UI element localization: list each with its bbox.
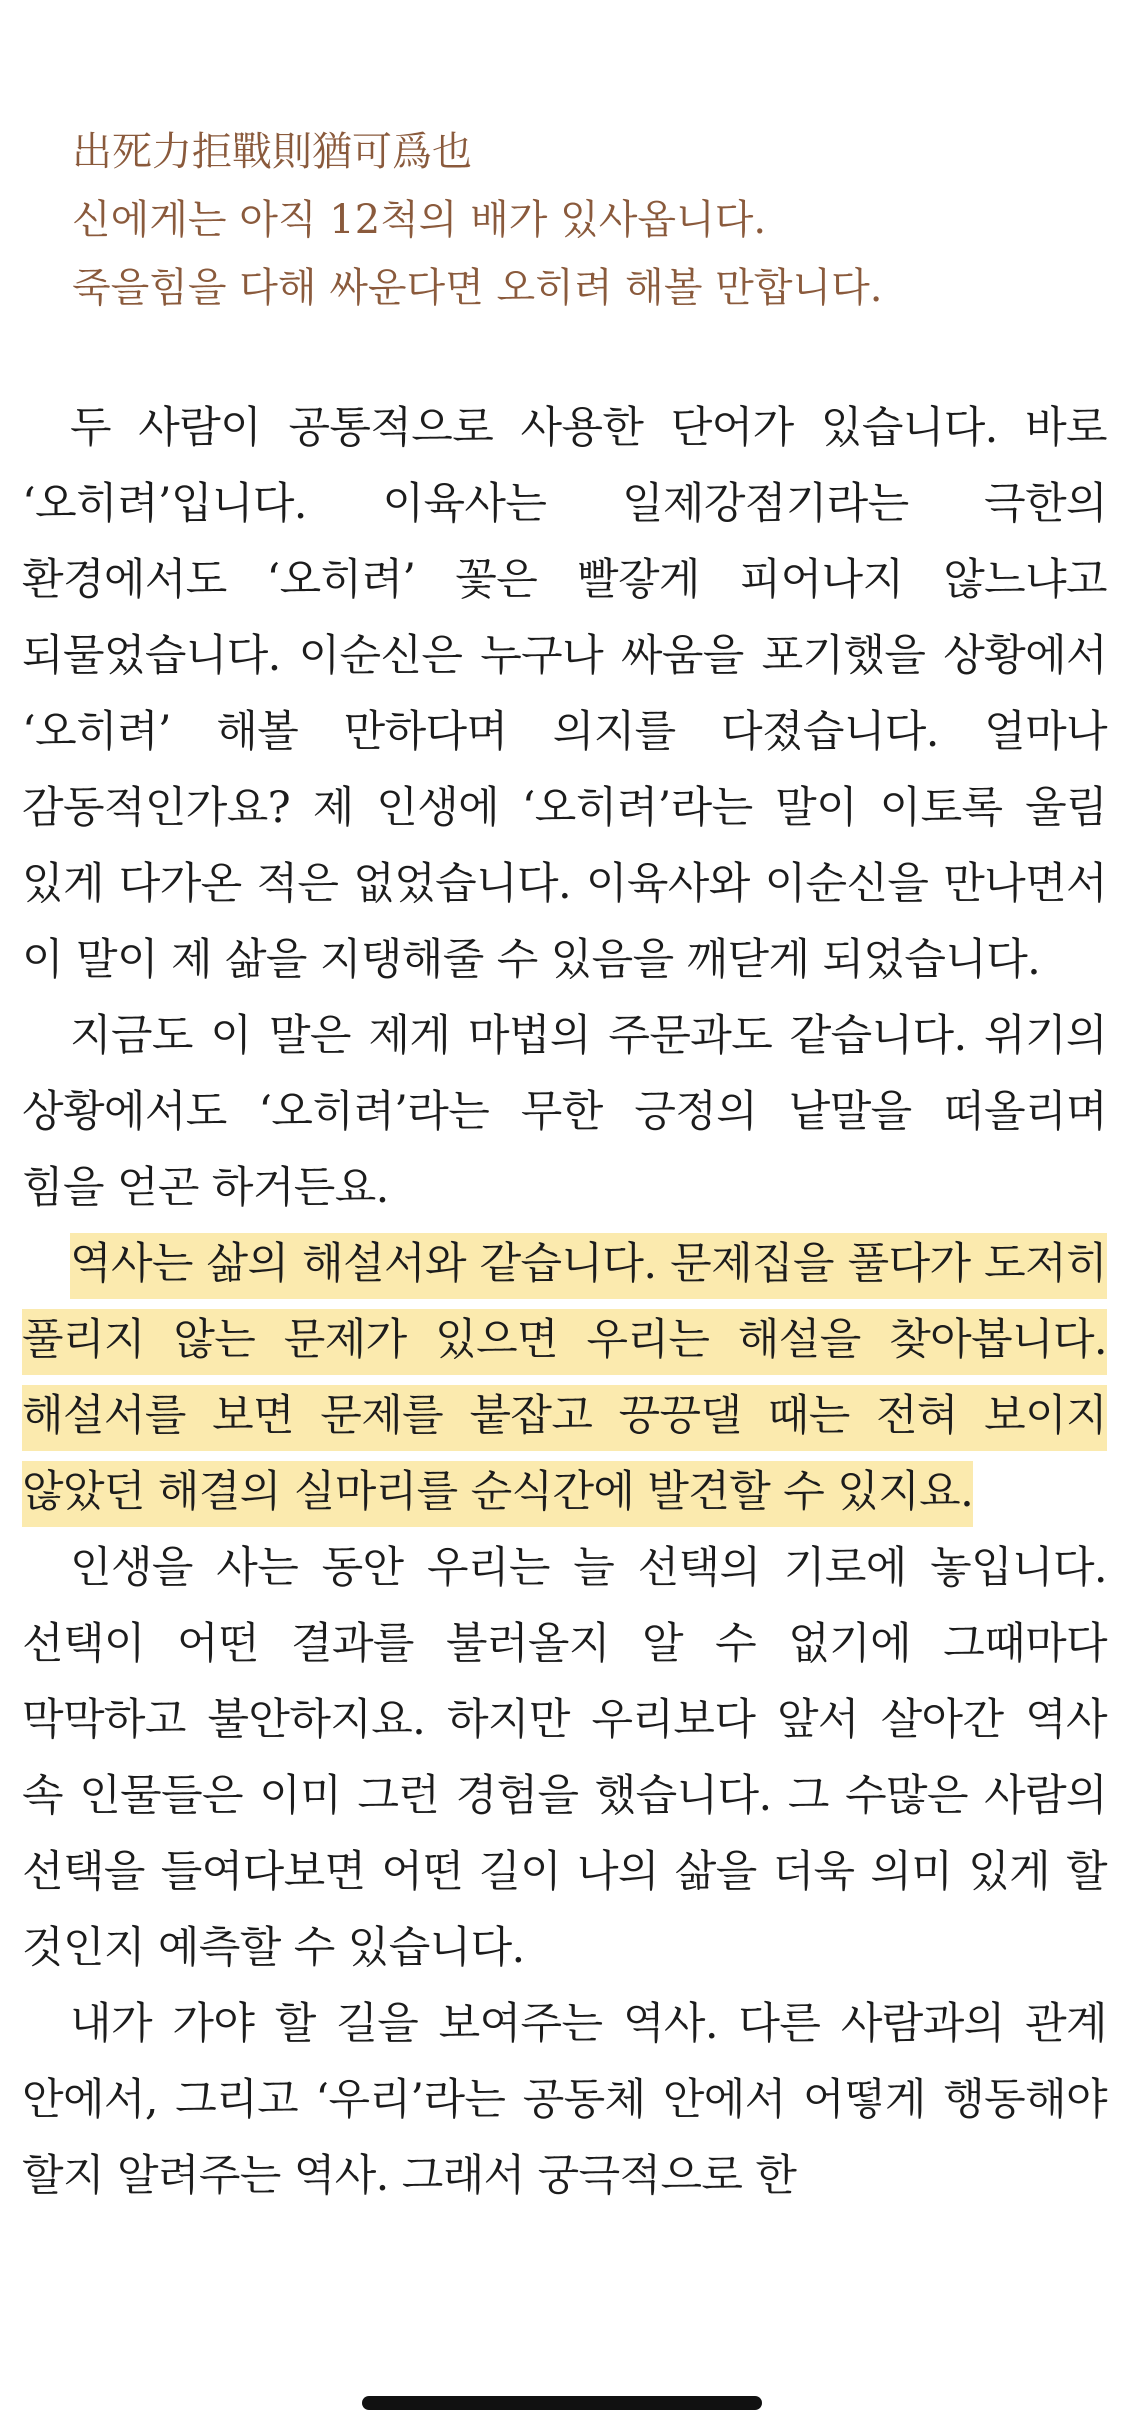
- quote-block: [72, 118, 1072, 322]
- paragraph-2: 지금도 이 말은 제게 마법의 주문과도 같습니다. 위기의 상황에서도 ‘오히려’라는 무한 긍정의 낱말을 떠올리며 힘을 얻곤 하거든요.: [22, 1011, 1107, 1213]
- quote-line-2: 죽을힘을 다해 싸운다면 오히려 해볼 만합니다.: [72, 265, 883, 311]
- quote-hanja: 出死力拒戰則猶可爲也: [72, 129, 472, 175]
- paragraph-3-highlighted[interactable]: [22, 1226, 1107, 1530]
- body-text[interactable]: [22, 390, 1107, 2214]
- home-indicator[interactable]: [362, 2396, 762, 2410]
- quote-line-1: 신에게는 아직 12척의 배가 있사옵니다.: [72, 197, 767, 243]
- highlight[interactable]: 역사는 삶의 해설서와 같습니다. 문제집을 풀다가 도저히 풀리지 않는 문제가 있으면 우리는 해설을 찾아봅니다. 해설서를 보면 문제를 붙잡고 끙끙댈 때는 전혀 보이지 않았던 해결의 실마리를 순식간에 발견할 수 있지요.: [22, 1233, 1107, 1527]
- paragraph-5: 내가 가야 할 길을 보여주는 역사. 다른 사람과의 관계 안에서, 그리고 ‘우리’라는 공동체 안에서 어떻게 행동해야 할지 알려주는 역사. 그래서 궁극적으로 한: [22, 1999, 1107, 2201]
- paragraph-4: 인생을 사는 동안 우리는 늘 선택의 기로에 놓입니다. 선택이 어떤 결과를 불러올지 알 수 없기에 그때마다 막막하고 불안하지요. 하지만 우리보다 앞서 살아간 역사 속 인물들은 이미 그런 경험을 했습니다. 그 수많은 사람의 선택을 들여다보면 어떤 길이 나의 삶을 더욱 의미 있게 할 것인지 예측할 수 있습니다.: [22, 1543, 1107, 1973]
- paragraph-1: 두 사람이 공통적으로 사용한 단어가 있습니다. 바로 ‘오히려’입니다. 이육사는 일제강점기라는 극한의 환경에서도 ‘오히려’ 꽃은 빨갛게 피어나지 않느냐고 되물었습니다. 이순신은 누구나 싸움을 포기했을 상황에서 ‘오히려’ 해볼 만하다며 의지를 다졌습니다. 얼마나 감동적인가요? 제 인생에 ‘오히려’라는 말이 이토록 울림 있게 다가온 적은 없었습니다. 이육사와 이순신을 만나면서 이 말이 제 삶을 지탱해줄 수 있음을 깨닫게 되었습니다.: [22, 403, 1107, 985]
